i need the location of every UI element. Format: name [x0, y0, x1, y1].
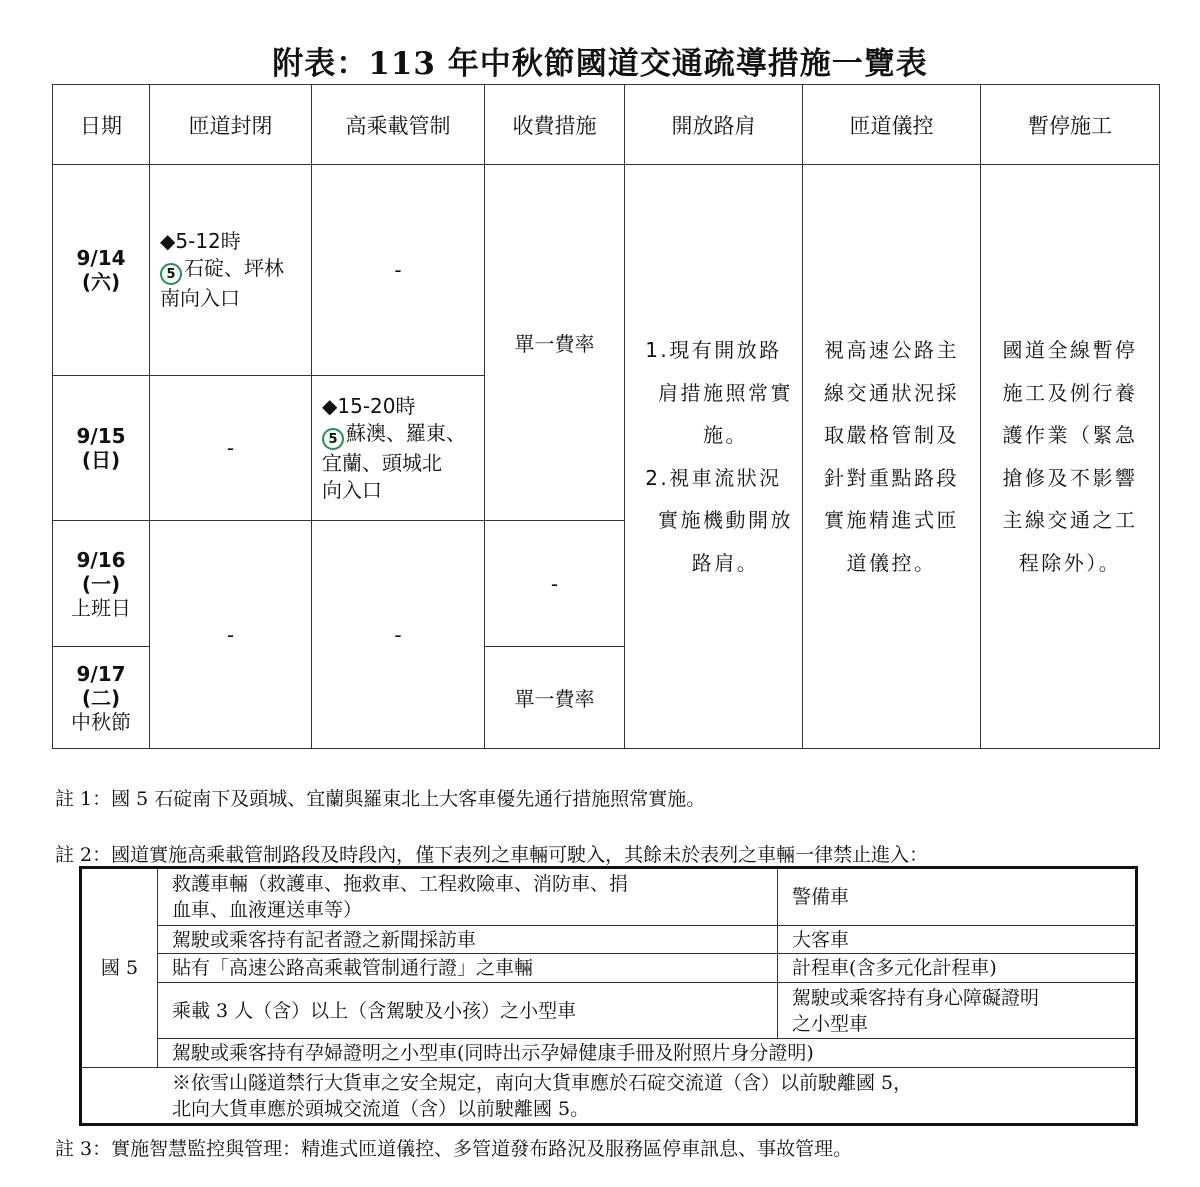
ramp-closure-cell: - — [150, 376, 312, 521]
vehicle-cell: 計程車(含多元化計程車) — [778, 954, 1137, 983]
vehicle-cell: 大客車 — [778, 926, 1137, 954]
table-row — [81, 954, 1137, 983]
vehicle-cell: 警備車 — [778, 868, 1137, 926]
snow-tunnel-note-cell: ※依雪山隧道禁行大貨車之安全規定，南向大貨車應於石碇交流道（含）以前駛離國 5， 北向大貨車應於頭城交流道（含）以前駛離國 5。 — [81, 1068, 1137, 1125]
date-cell: 9/16 (一) 上班日 — [53, 521, 150, 647]
table-row — [81, 1068, 1137, 1125]
vehicle-cell: 駕駛或乘客持有孕婦證明之小型車(同時出示孕婦健康手冊及附照片身分證明) — [158, 1039, 1137, 1068]
page-title: 附表：113 年中秋節國道交通疏導措施一覽表 — [272, 46, 928, 82]
vehicle-cell: 駕駛或乘客持有身心障礙證明 之小型車 — [778, 983, 1137, 1039]
hov-cell: - — [312, 521, 485, 749]
shoulder-cell: 1.現有開放路 肩措施照常實 施。 2.視車流狀況 實施機動開放 路肩。 — [625, 165, 803, 749]
header-row — [53, 85, 1160, 165]
header-hov-control: 高乘載管制 — [312, 85, 485, 165]
hov-cell: ◆15-20時 5 蘇澳、羅東、 宜蘭、頭城北 向入口 — [312, 376, 485, 521]
toll-cell: 單一費率 — [485, 165, 625, 521]
note-2: 註 2：國道實施高乘載管制路段及時段內，僅下表列之車輛可駛入，其餘未於表列之車輛一律禁止進入： — [55, 844, 929, 866]
table-row — [53, 165, 1160, 376]
note-1: 註 1：國 5 石碇南下及頭城、宜蘭與羅東北上大客車優先通行措施照常實施。 — [55, 788, 706, 810]
table-row — [81, 1039, 1137, 1068]
date-cell: 9/14 (六) — [53, 165, 150, 376]
toll-cell: 單一費率 — [485, 647, 625, 749]
date-cell: 9/17 (二) 中秋節 — [53, 647, 150, 749]
hov-cell: - — [312, 165, 485, 376]
table-row — [81, 983, 1137, 1039]
freeway-group-cell: 國 5 — [81, 868, 158, 1068]
vehicle-cell: 貼有「高速公路高乘載管制通行證」之車輛 — [158, 954, 778, 983]
freeway-5-icon: 5 — [160, 263, 182, 285]
note-3: 註 3：實施智慧監控與管理：精進式匝道儀控、多管道發布路況及服務區停車訊息、事故管理。 — [55, 1138, 853, 1160]
ramp-metering-cell: 視高速公路主 線交通狀況採 取嚴格管制及 針對重點路段 實施精進式匝 道儀控。 — [803, 165, 981, 749]
table-row — [81, 868, 1137, 926]
date-cell: 9/15 (日) — [53, 376, 150, 521]
toll-cell: - — [485, 521, 625, 647]
allowed-vehicles-table — [79, 866, 1138, 1126]
header-construction: 暫停施工 — [981, 85, 1160, 165]
traffic-measures-table — [52, 84, 1160, 749]
ramp-closure-cell: ◆5-12時 5 石碇、坪林 南向入口 — [150, 165, 312, 376]
table-row — [81, 926, 1137, 954]
header-date: 日期 — [53, 85, 150, 165]
freeway-5-icon: 5 — [322, 428, 344, 450]
header-toll: 收費措施 — [485, 85, 625, 165]
vehicle-cell: 救護車輛（救護車、拖救車、工程救險車、消防車、捐 血車、血液運送車等） — [158, 868, 778, 926]
header-ramp-closure: 匝道封閉 — [150, 85, 312, 165]
header-ramp-metering: 匝道儀控 — [803, 85, 981, 165]
header-shoulder: 開放路肩 — [625, 85, 803, 165]
construction-cell: 國道全線暫停 施工及例行養 護作業（緊急 搶修及不影響 主線交通之工 程除外）。 — [981, 165, 1160, 749]
vehicle-cell: 乘載 3 人（含）以上（含駕駛及小孩）之小型車 — [158, 983, 778, 1039]
ramp-closure-cell: - — [150, 521, 312, 749]
vehicle-cell: 駕駛或乘客持有記者證之新聞採訪車 — [158, 926, 778, 954]
